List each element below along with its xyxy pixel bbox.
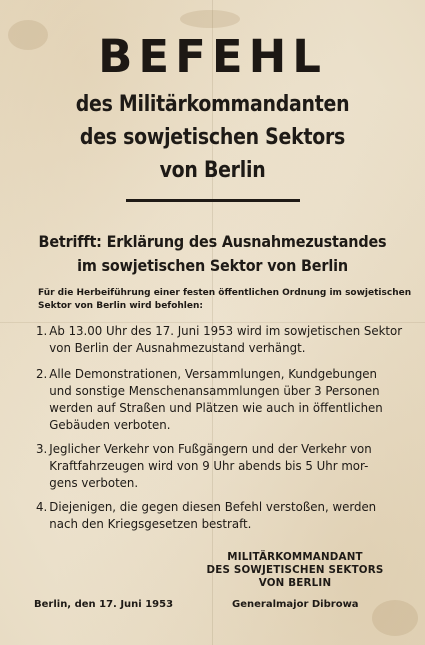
subject-line-2: im sowjetischen Sektor von Berlin bbox=[77, 256, 348, 275]
order-item-line: Gebäuden verboten. bbox=[49, 417, 171, 432]
subject-line-1: Betrifft: Erklärung des Ausnahmezustandes bbox=[38, 232, 387, 251]
order-item-line: Ab 13.00 Uhr des 17. Juni 1953 wird im sowjetischen Sektor bbox=[49, 323, 403, 338]
order-item-text bbox=[49, 322, 402, 356]
signature-line: MILITÄRKOMMANDANT bbox=[227, 551, 363, 563]
order-item-number: 1. bbox=[36, 323, 48, 338]
order-item-text bbox=[49, 440, 371, 491]
order-item-text bbox=[49, 365, 382, 433]
title-divider bbox=[126, 199, 300, 202]
order-item-line: und sonstige Menschenansammlungen über 3 Personen bbox=[49, 383, 380, 398]
order-item-text bbox=[49, 498, 376, 532]
paper-stain bbox=[180, 10, 240, 28]
poster-title: BEFEHL bbox=[98, 30, 327, 83]
signature-line: VON BERLIN bbox=[258, 577, 332, 589]
order-item-line: gens verboten. bbox=[49, 475, 139, 490]
paper-stain bbox=[372, 600, 418, 636]
signature-line: DES SOWJETISCHEN SEKTORS bbox=[206, 564, 384, 576]
issuer-line-2: des sowjetischen Sektors bbox=[79, 125, 346, 150]
signatory-name: Generalmajor Dibrowa bbox=[232, 599, 359, 610]
order-item-number: 2. bbox=[36, 366, 48, 381]
order-item-line: Alle Demonstrationen, Versammlungen, Kundgebungen bbox=[49, 366, 378, 381]
order-item-number: 4. bbox=[36, 499, 48, 514]
order-item-line: nach den Kriegsgesetzen bestraft. bbox=[49, 516, 252, 531]
place-date: Berlin, den 17. Juni 1953 bbox=[34, 599, 174, 610]
intro-line: Für die Herbeiführung einer festen öffentlichen Ordnung im sowjetischen bbox=[38, 288, 412, 298]
intro-text bbox=[38, 287, 412, 313]
issuer-line-3: von Berlin bbox=[159, 158, 266, 183]
order-item-line: werden auf Straßen und Plätzen wie auch in öffentlichen bbox=[49, 400, 383, 415]
order-item-line: Kraftfahrzeugen wird von 9 Uhr abends bis 5 Uhr mor- bbox=[49, 458, 369, 473]
issuer-line-1: des Militärkommandanten bbox=[75, 92, 350, 117]
order-item-line: von Berlin der Ausnahmezustand verhängt. bbox=[49, 340, 306, 355]
order-item-line: Jeglicher Verkehr von Fußgängern und der Verkehr von bbox=[49, 441, 372, 456]
order-item-number: 3. bbox=[36, 441, 48, 456]
order-item-line: Diejenigen, die gegen diesen Befehl verstoßen, werden bbox=[49, 499, 377, 514]
intro-line: Sektor von Berlin wird befohlen: bbox=[38, 301, 203, 311]
signature-block bbox=[195, 551, 395, 590]
